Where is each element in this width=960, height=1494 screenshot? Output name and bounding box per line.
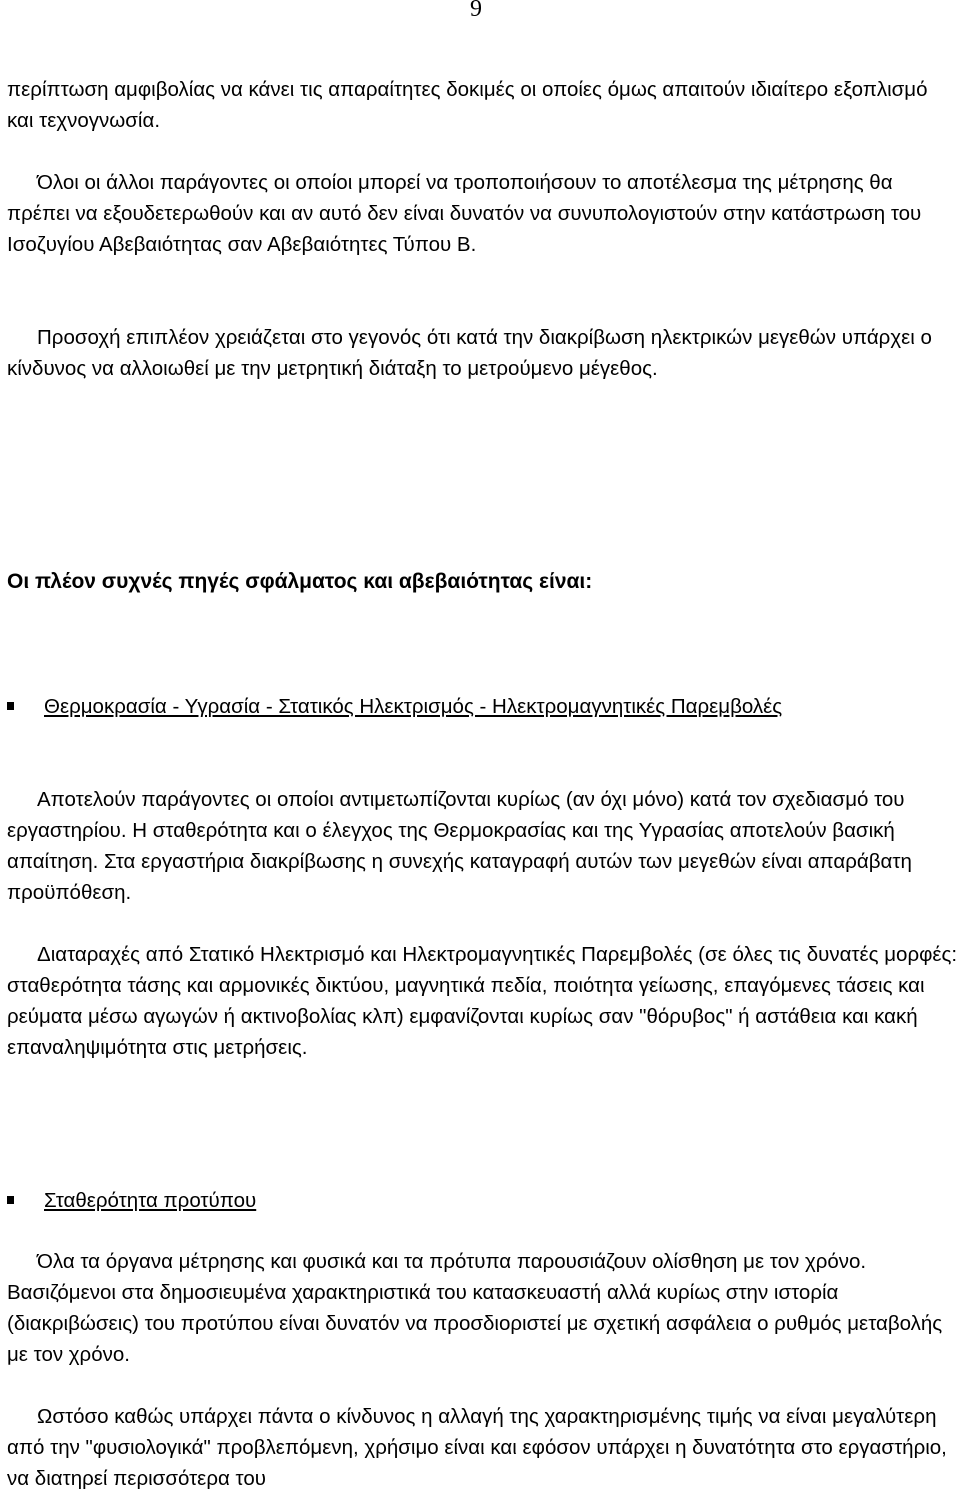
bullet-temperature-humidity — [7, 691, 959, 722]
paragraph-risk-text: Ωστόσο καθώς υπάρχει πάντα ο κίνδυνος η αλλαγή της χαρακτηρισμένης τιμής να είναι μεγαλύτερη από την "φυσιολογικά" προβλεπόμενη, χρήσιμο είναι και εφόσον υπάρχει η δυνατότητα στο εργαστήριο, να διατηρεί περισσότερα του — [7, 1405, 947, 1490]
bullet-square-icon — [7, 702, 14, 710]
paragraph-drift — [7, 1246, 959, 1370]
paragraph-attention-text: Προσοχή επιπλέον χρειάζεται στο γεγονός ότι κατά την διακρίβωση ηλεκτρικών μεγεθών υπάρχει ο κίνδυνος να αλλοιωθεί με την μετρητική διάταξη το μετρούμενο μέγεθος. — [7, 326, 932, 380]
paragraph-intro: περίπτωση αμφιβολίας να κάνει τις απαραίτητες δοκιμές οι οποίες όμως απαιτούν ιδιαίτερο εξοπλισμό και τεχνογνωσία. — [7, 78, 928, 132]
paragraph-environment-text: Αποτελούν παράγοντες οι οποίοι αντιμετωπίζονται κυρίως (αν όχι μόνο) κατά τον σχεδιασμό του εργαστηρίου. Η σταθερότητα και ο έλεγχος της Θερμοκρασίας και της Υγρασίας αποτελούν βασική απαίτηση. Στα εργαστήρια διακρίβωσης η συνεχής καταγραφή αυτών των μεγεθών είναι απαράβατη προϋπόθεση. — [7, 788, 912, 904]
bullet-standard-stability — [7, 1185, 959, 1216]
section-heading: Οι πλέον συχνές πηγές σφάλματος και αβεβαιότητας είναι: — [7, 570, 593, 593]
paragraph-other-factors — [7, 167, 959, 260]
paragraph-other-factors-text: Όλοι οι άλλοι παράγοντες οι οποίοι μπορεί να τροποποιήσουν το αποτέλεσμα της μέτρησης θα πρέπει να εξουδετερωθούν και αν αυτό δεν είναι δυνατόν να συνυπολογιστούν στην κατάστρωση του Ισοζυγίου Αβεβαιότητας σαν Αβεβαιότητες Τύπου Β. — [7, 171, 922, 256]
paragraph-environment — [7, 784, 959, 908]
page-number: 9 — [470, 0, 482, 22]
paragraph-risk — [7, 1401, 959, 1494]
bullet-square-icon — [7, 1196, 14, 1204]
paragraph-drift-text: Όλα τα όργανα μέτρησης και φυσικά και τα πρότυπα παρουσιάζουν ολίσθηση με τον χρόνο. Βασιζόμενοι στα δημοσιευμένα χαρακτηριστικά του κατασκευαστή αλλά κυρίως στην ιστορία (διακριβώσεις) του προτύπου είναι δυνατόν να προσδιοριστεί με σχετική ασφάλεια ο ρυθμός μεταβολής με τον χρόνο. — [7, 1250, 943, 1366]
bullet-title-stability: Σταθερότητα προτύπου — [44, 1189, 257, 1212]
paragraph-disturbances-text: Διαταραχές από Στατικό Ηλεκτρισμό και Ηλεκτρομαγνητικές Παρεμβολές (σε όλες τις δυνατές μορφές: σταθερότητα τάσης και αρμονικές δικτύου, μαγνητικά πεδία, ποιότητα γείωσης, επαγόμενες τάσεις και ρεύματα μέσω αγωγών ή ακτινοβολίας κλπ) εμφανίζονται κυρίως σαν "θόρυβος" ή αστάθεια και κακή επαναληψιμότητα στις μετρήσεις. — [7, 943, 958, 1059]
paragraph-attention — [7, 322, 959, 384]
bullet-title-environment: Θερμοκρασία - Υγρασία - Στατικός Ηλεκτρισμός - Ηλεκτρομαγνητικές Παρεμβολές — [44, 695, 783, 718]
paragraph-disturbances — [7, 939, 959, 1063]
